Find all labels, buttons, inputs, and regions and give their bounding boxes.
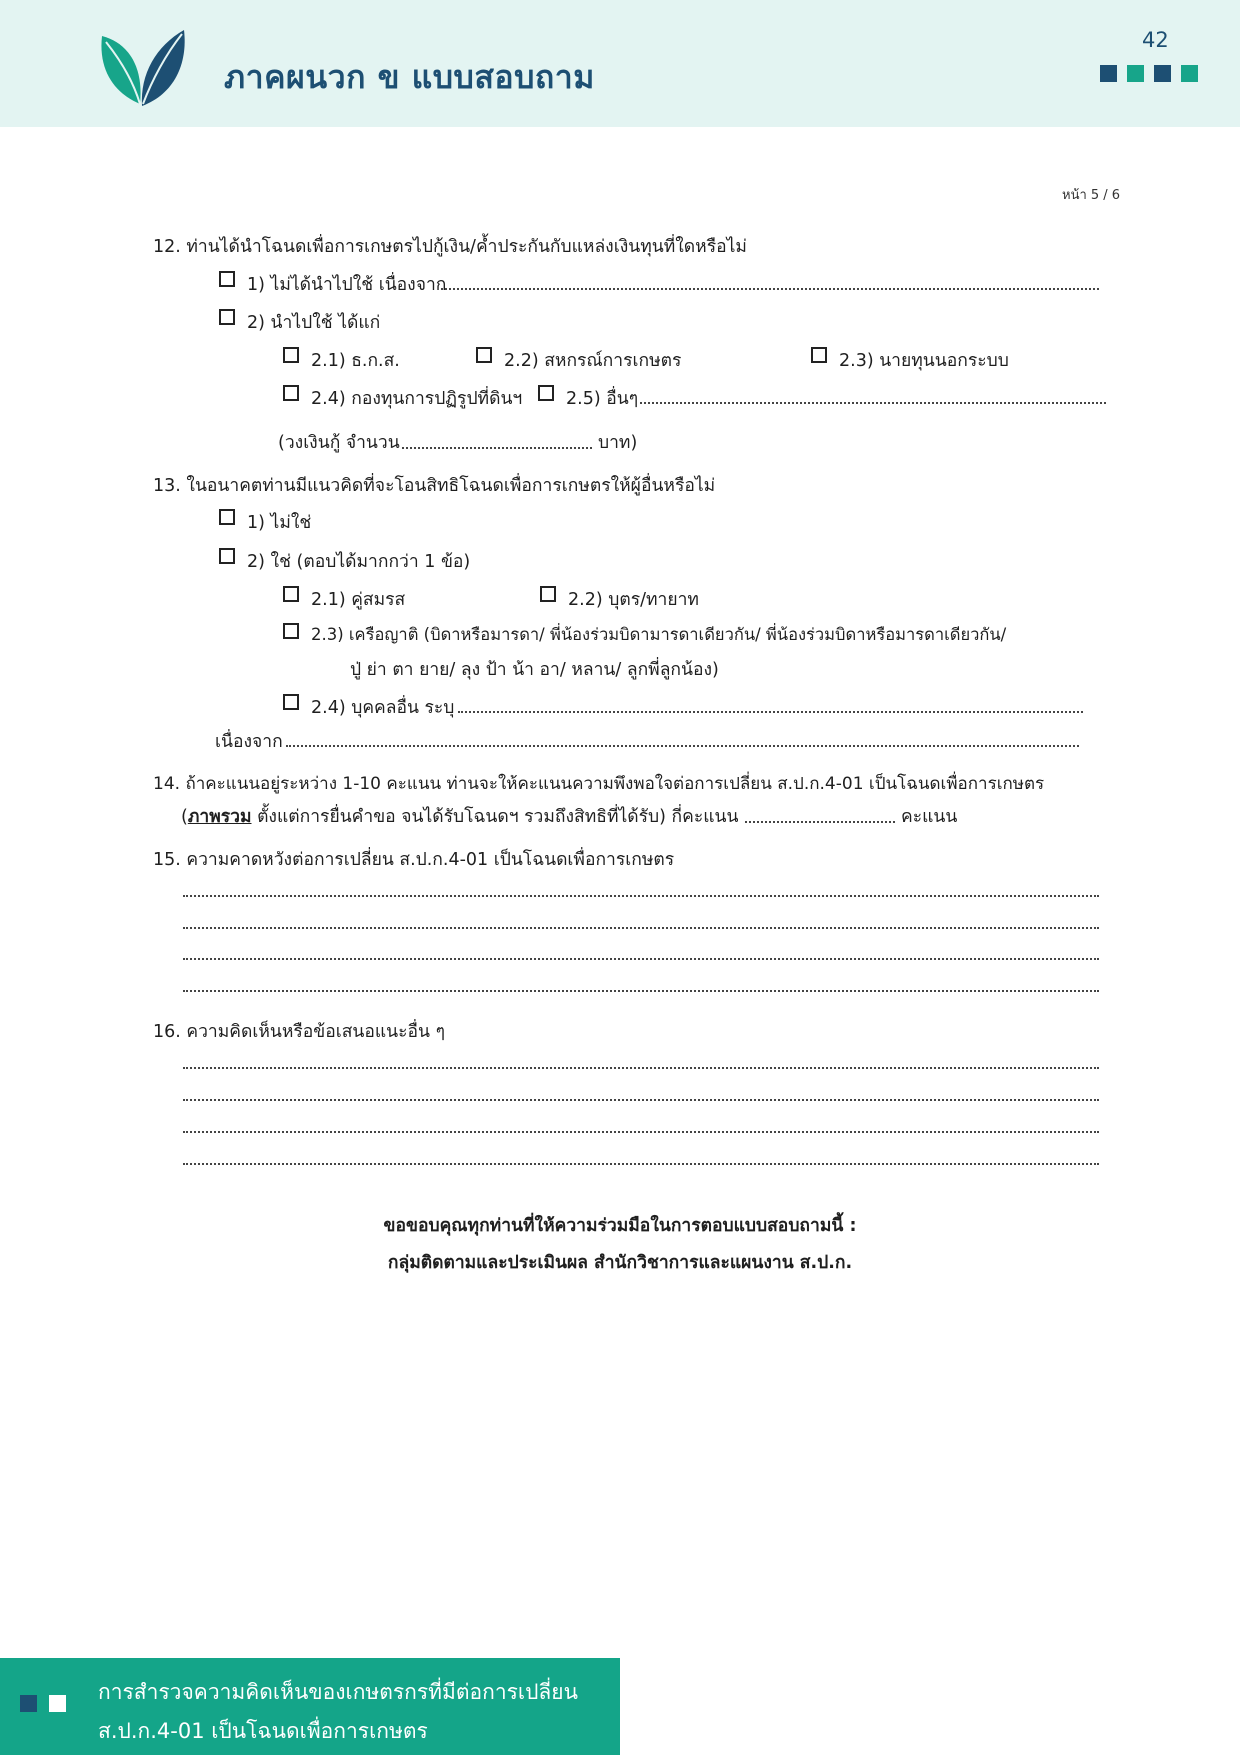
q15-answer-line[interactable] bbox=[183, 927, 1099, 929]
page-number: 42 bbox=[1142, 28, 1169, 52]
q13-opt1-checkbox[interactable] bbox=[219, 509, 235, 525]
q16-answer-line[interactable] bbox=[183, 1131, 1099, 1133]
q13-reason-fill-line[interactable] bbox=[286, 745, 1079, 747]
q13-reason-label: เนื่องจาก bbox=[215, 732, 283, 752]
q15-answer-line[interactable] bbox=[183, 895, 1099, 897]
q13-opt2-checkbox[interactable] bbox=[219, 548, 235, 564]
q14-line2-rest: ตั้งแต่การยื่นคำขอ จนได้รับโฉนดฯ รวมถึงสิทธิที่ได้รับ) กี่คะแนน bbox=[251, 807, 739, 827]
q14-score-fill-line[interactable] bbox=[745, 821, 895, 823]
q12-opt2-2-checkbox[interactable] bbox=[476, 347, 492, 363]
q12-opt2-4-checkbox[interactable] bbox=[283, 385, 299, 401]
q12-opt2-5-checkbox[interactable] bbox=[538, 385, 554, 401]
q13-opt2-3-label: 2.3) เครือญาติ (บิดาหรือมารดา/ พี่น้องร่วมบิดามารดาเดียวกัน/ พี่น้องร่วมบิดาหรือมารดาเดียวกัน/ bbox=[311, 625, 1007, 644]
q16-answer-line[interactable] bbox=[183, 1163, 1099, 1165]
q12-opt2-checkbox[interactable] bbox=[219, 309, 235, 325]
square-icon bbox=[1154, 65, 1171, 82]
q14-score-unit: คะแนน bbox=[901, 807, 958, 827]
square-icon bbox=[1127, 65, 1144, 82]
q13-opt2-4-checkbox[interactable] bbox=[283, 694, 299, 710]
q12-opt2-4-label: 2.4) กองทุนการปฏิรูปที่ดินฯ bbox=[311, 389, 523, 409]
q12-opt2-label: 2) นำไปใช้ ได้แก่ bbox=[247, 313, 381, 333]
q12-opt2-5-fill-line[interactable] bbox=[640, 402, 1106, 404]
q12-loan-unit: บาท) bbox=[598, 433, 638, 453]
q12-opt2-3-label: 2.3) นายทุนนอกระบบ bbox=[839, 351, 1009, 371]
q13-opt2-label: 2) ใช่ (ตอบได้มากกว่า 1 ข้อ) bbox=[247, 552, 471, 572]
q12-opt2-1-checkbox[interactable] bbox=[283, 347, 299, 363]
q14-question-line1: 14. ถ้าคะแนนอยู่ระหว่าง 1-10 คะแนน ท่านจะให้คะแนนความพึงพอใจต่อการเปลี่ยน ส.ป.ก.4-01 เป็นโฉนดเพื่อการเกษตร bbox=[153, 774, 1045, 794]
q12-opt2-2-label: 2.2) สหกรณ์การเกษตร bbox=[504, 351, 682, 371]
q13-question: 13. ในอนาคตท่านมีแนวคิดที่จะโอนสิทธิโฉนดเพื่อการเกษตรให้ผู้อื่นหรือไม่ bbox=[153, 476, 716, 496]
q13-opt2-2-label: 2.2) บุตร/ทายาท bbox=[568, 590, 699, 610]
q13-opt2-1-label: 2.1) คู่สมรส bbox=[311, 590, 406, 610]
q16-question: 16. ความคิดเห็นหรือข้อเสนอแนะอื่น ๆ bbox=[153, 1022, 445, 1042]
square-icon bbox=[1100, 65, 1117, 82]
q15-question: 15. ความคาดหวังต่อการเปลี่ยน ส.ป.ก.4-01 เป็นโฉนดเพื่อการเกษตร bbox=[153, 850, 675, 870]
q15-answer-line[interactable] bbox=[183, 958, 1099, 960]
q13-opt2-4-fill-line[interactable] bbox=[458, 711, 1083, 713]
q13-opt2-2-checkbox[interactable] bbox=[540, 586, 556, 602]
leaf-logo-icon bbox=[96, 24, 190, 110]
decorative-squares bbox=[1100, 65, 1198, 82]
q13-opt2-3-continuation: ปู่ ย่า ตา ยาย/ ลุง ป้า น้า อา/ หลาน/ ลูกพี่ลูกน้อง) bbox=[350, 660, 719, 680]
q14-emphasis: ภาพรวม bbox=[187, 807, 252, 827]
footer-title-line1: การสำรวจความคิดเห็นของเกษตรกรที่มีต่อการเปลี่ยน bbox=[98, 1680, 578, 1704]
q12-opt1-checkbox[interactable] bbox=[219, 271, 235, 287]
page-title: ภาคผนวก ข แบบสอบถาม bbox=[224, 58, 595, 96]
thanks-organization: กลุ่มติดตามและประเมินผล สำนักวิชาการและแผนงาน ส.ป.ก. bbox=[387, 1253, 853, 1273]
footer-title-line2: ส.ป.ก.4-01 เป็นโฉนดเพื่อการเกษตร bbox=[98, 1719, 428, 1743]
page-footer bbox=[0, 1658, 620, 1755]
page-header bbox=[0, 0, 1240, 127]
q12-question: 12. ท่านได้นำโฉนดเพื่อการเกษตรไปกู้เงิน/ค้ำประกันกับแหล่งเงินทุนที่ใดหรือไม่ bbox=[153, 237, 747, 257]
square-icon bbox=[1181, 65, 1198, 82]
q12-loan-fill-line[interactable] bbox=[402, 447, 592, 449]
q14-question-line2 bbox=[181, 802, 738, 830]
q16-answer-line[interactable] bbox=[183, 1099, 1099, 1101]
q13-opt2-4-label: 2.4) บุคคลอื่น ระบุ bbox=[311, 698, 455, 718]
q14-open-paren: ( bbox=[181, 807, 188, 827]
q13-opt2-3-checkbox[interactable] bbox=[283, 623, 299, 639]
q12-opt2-5-label: 2.5) อื่นๆ bbox=[566, 389, 639, 409]
q15-answer-line[interactable] bbox=[183, 990, 1099, 992]
q13-opt1-label: 1) ไม่ใช่ bbox=[247, 513, 312, 533]
q12-opt2-1-label: 2.1) ธ.ก.ส. bbox=[311, 351, 400, 371]
q12-opt2-3-checkbox[interactable] bbox=[811, 347, 827, 363]
q16-answer-line[interactable] bbox=[183, 1067, 1099, 1069]
q13-opt2-1-checkbox[interactable] bbox=[283, 586, 299, 602]
square-icon bbox=[20, 1695, 37, 1712]
q12-loan-label: (วงเงินกู้ จำนวน bbox=[278, 433, 400, 453]
q12-opt1-label: 1) ไม่ได้นำไปใช้ เนื่องจาก bbox=[247, 275, 447, 295]
form-page-indicator: หน้า 5 / 6 bbox=[1062, 188, 1121, 203]
thanks-message: ขอขอบคุณทุกท่านที่ให้ความร่วมมือในการตอบแบบสอบถามนี้ : bbox=[383, 1216, 857, 1236]
q12-opt1-fill-line[interactable] bbox=[441, 288, 1099, 290]
square-icon bbox=[49, 1695, 66, 1712]
